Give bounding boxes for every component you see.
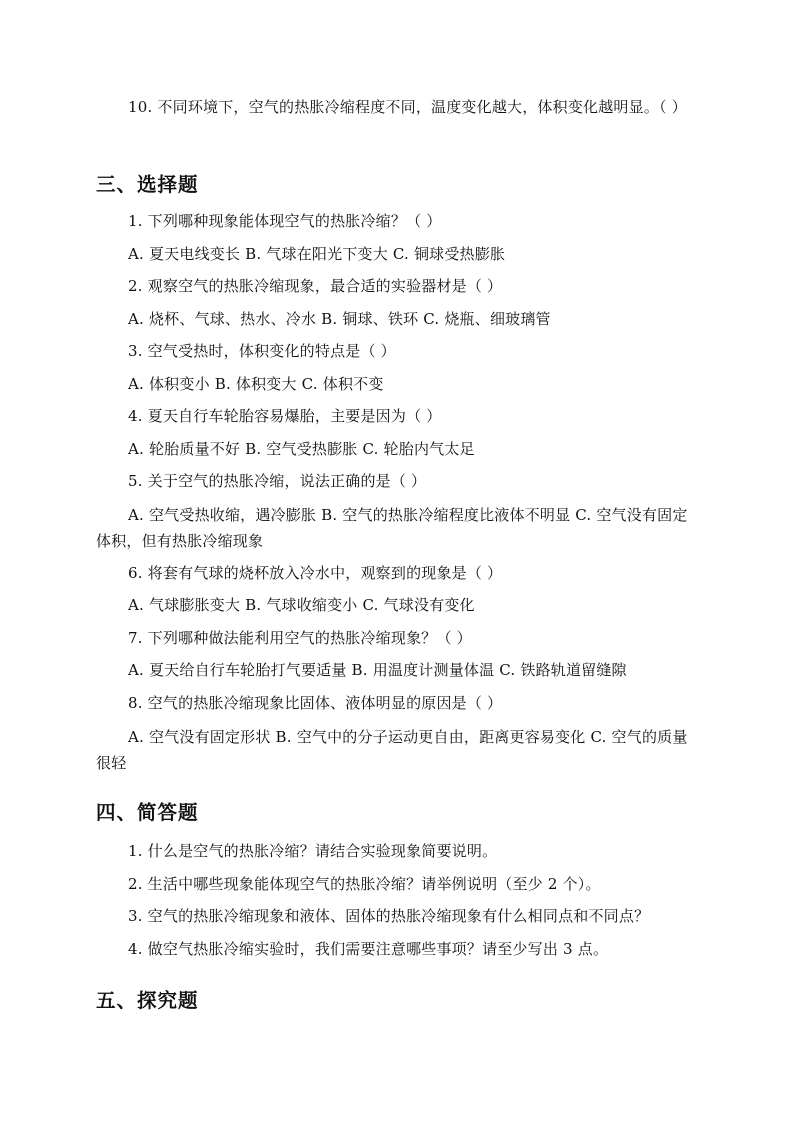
short-answer-3: 3. 空气的热胀冷缩现象和液体、固体的热胀冷缩现象有什么相同点和不同点？ <box>128 907 650 925</box>
mc-question-6: 6. 将套有气球的烧杯放入冷水中，观察到的现象是（ ） <box>128 564 503 582</box>
mc-options-4: A. 轮胎质量不好 B. 空气受热膨胀 C. 轮胎内气太足 <box>128 440 475 458</box>
mc-question-3: 3. 空气受热时，体积变化的特点是（ ） <box>128 342 396 360</box>
mc-options-5: A. 空气受热收缩，遇冷膨胀 B. 空气的热胀冷缩程度比液体不明显 C. 空气没有固定体积，但有热胀冷缩现象 <box>96 506 688 550</box>
mc-options-8: A. 空气没有固定形状 B. 空气中的分子运动更自由，距离更容易变化 C. 空气的质量很轻 <box>96 728 688 772</box>
mc-question-7: 7. 下列哪种做法能利用空气的热胀冷缩现象？（ ） <box>128 629 472 647</box>
mc-question-4: 4. 夏天自行车轮胎容易爆胎，主要是因为（ ） <box>128 407 442 425</box>
mc-question-8: 8. 空气的热胀冷缩现象比固体、液体明显的原因是（ ） <box>128 694 503 712</box>
mc-options-7: A. 夏天给自行车轮胎打气要适量 B. 用温度计测量体温 C. 铁路轨道留缝隙 <box>128 661 627 679</box>
short-answer-1: 1. 什么是空气的热胀冷缩？请结合实验现象简要说明。 <box>128 842 498 860</box>
mc-question-1: 1. 下列哪种现象能体现空气的热胀冷缩？（ ） <box>128 212 442 230</box>
section-4-heading: 四、简答题 <box>96 801 199 824</box>
mc-options-3: A. 体积变小 B. 体积变大 C. 体积不变 <box>128 375 384 393</box>
mc-options-6: A. 气球膨胀变大 B. 气球收缩变小 C. 气球没有变化 <box>128 596 475 614</box>
mc-options-2: A. 烧杯、气球、热水、冷水 B. 铜球、铁环 C. 烧瓶、细玻璃管 <box>128 310 551 328</box>
section-5-heading: 五、探究题 <box>96 989 199 1012</box>
mc-question-2: 2. 观察空气的热胀冷缩现象，最合适的实验器材是（ ） <box>128 277 503 295</box>
mc-options-1: A. 夏天电线变长 B. 气球在阳光下变大 C. 铜球受热膨胀 <box>128 245 506 263</box>
section-3-heading: 三、选择题 <box>96 173 199 196</box>
short-answer-2: 2. 生活中哪些现象能体现空气的热胀冷缩？请举例说明（至少 2 个）。 <box>128 875 601 893</box>
short-answer-4: 4. 做空气热胀冷缩实验时，我们需要注意哪些事项？请至少写出 3 点。 <box>128 940 609 958</box>
mc-question-5: 5. 关于空气的热胀冷缩，说法正确的是（ ） <box>128 472 427 490</box>
question-10-true-false: 10. 不同环境下，空气的热胀冷缩程度不同，温度变化越大，体积变化越明显。（ ） <box>128 98 687 116</box>
